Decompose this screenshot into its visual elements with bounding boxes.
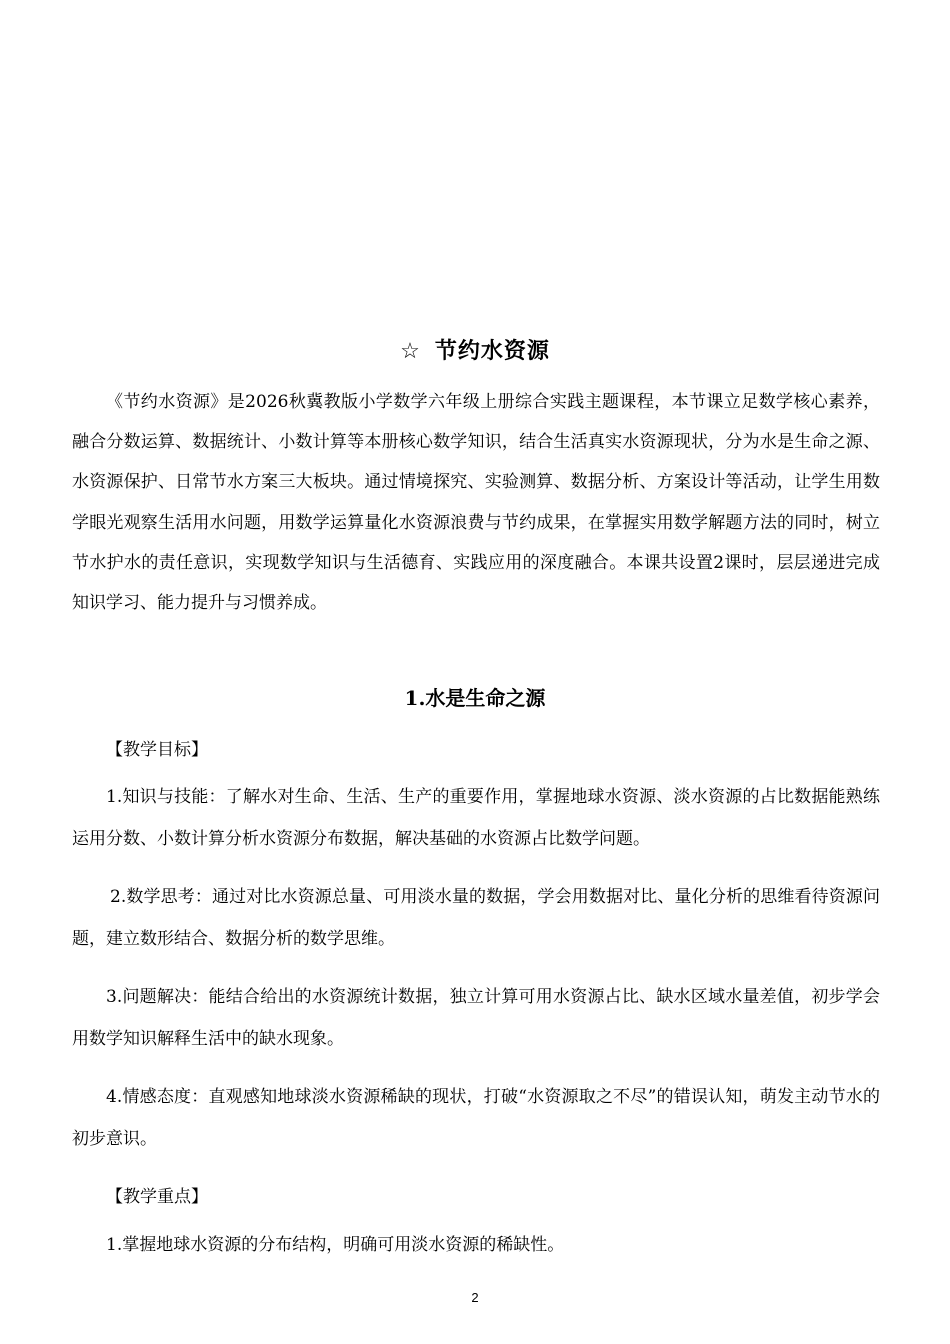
goal-item-1: 1.知识与技能：了解水对生命、生活、生产的重要作用，掌握地球水资源、淡水资源的占比数据能熟练运用分数、小数计算分析水资源分布数据，解决基础的水资源占比数学问题。: [72, 787, 880, 849]
star-icon: ☆: [400, 339, 421, 364]
teaching-goals-label: 【教学目标】: [106, 740, 208, 760]
goal-item-2: 2.数学思考：通过对比水资源总量、可用淡水量的数据，学会用数据对比、量化分析的思维看待资源问题，建立数形结合、数据分析的数学思维。: [72, 887, 880, 949]
page-number: 2: [471, 1290, 479, 1305]
section-title: 1.水是生命之源: [404, 686, 546, 710]
key-point-1: 1.掌握地球水资源的分布结构，明确可用淡水资源的稀缺性。: [106, 1235, 565, 1255]
intro-paragraph: 《节约水资源》是2026秋冀教版小学数学六年级上册综合实践主题课程，本节课立足数学核心素养，融合分数运算、数据统计、小数计算等本册核心数学知识，结合生活真实水资源现状，分为水是生命之源、水资源保护、日常节水方案三大板块。通过情境探究、实验测算、数据分析、方案设计等活动，让学生用数学眼光观察生活用水问题，用数学运算量化水资源浪费与节约成果，在掌握实用数学解题方法的同时，树立节水护水的责任意识，实现数学知识与生活德育、实践应用的深度融合。本课共设置2课时，层层递进完成知识学习、能力提升与习惯养成。: [72, 392, 880, 614]
document-title: [0, 333, 950, 370]
goal-item-3: 3.问题解决：能结合给出的水资源统计数据，独立计算可用水资源占比、缺水区域水量差值，初步学会用数学知识解释生活中的缺水现象。: [72, 987, 880, 1049]
goal-item-4: 4.情感态度：直观感知地球淡水资源稀缺的现状，打破“水资源取之不尽”的错误认知，萌发主动节水的初步意识。: [72, 1087, 880, 1149]
teaching-key-label: 【教学重点】: [106, 1187, 208, 1207]
document-title-text: 节约水资源: [434, 338, 550, 364]
